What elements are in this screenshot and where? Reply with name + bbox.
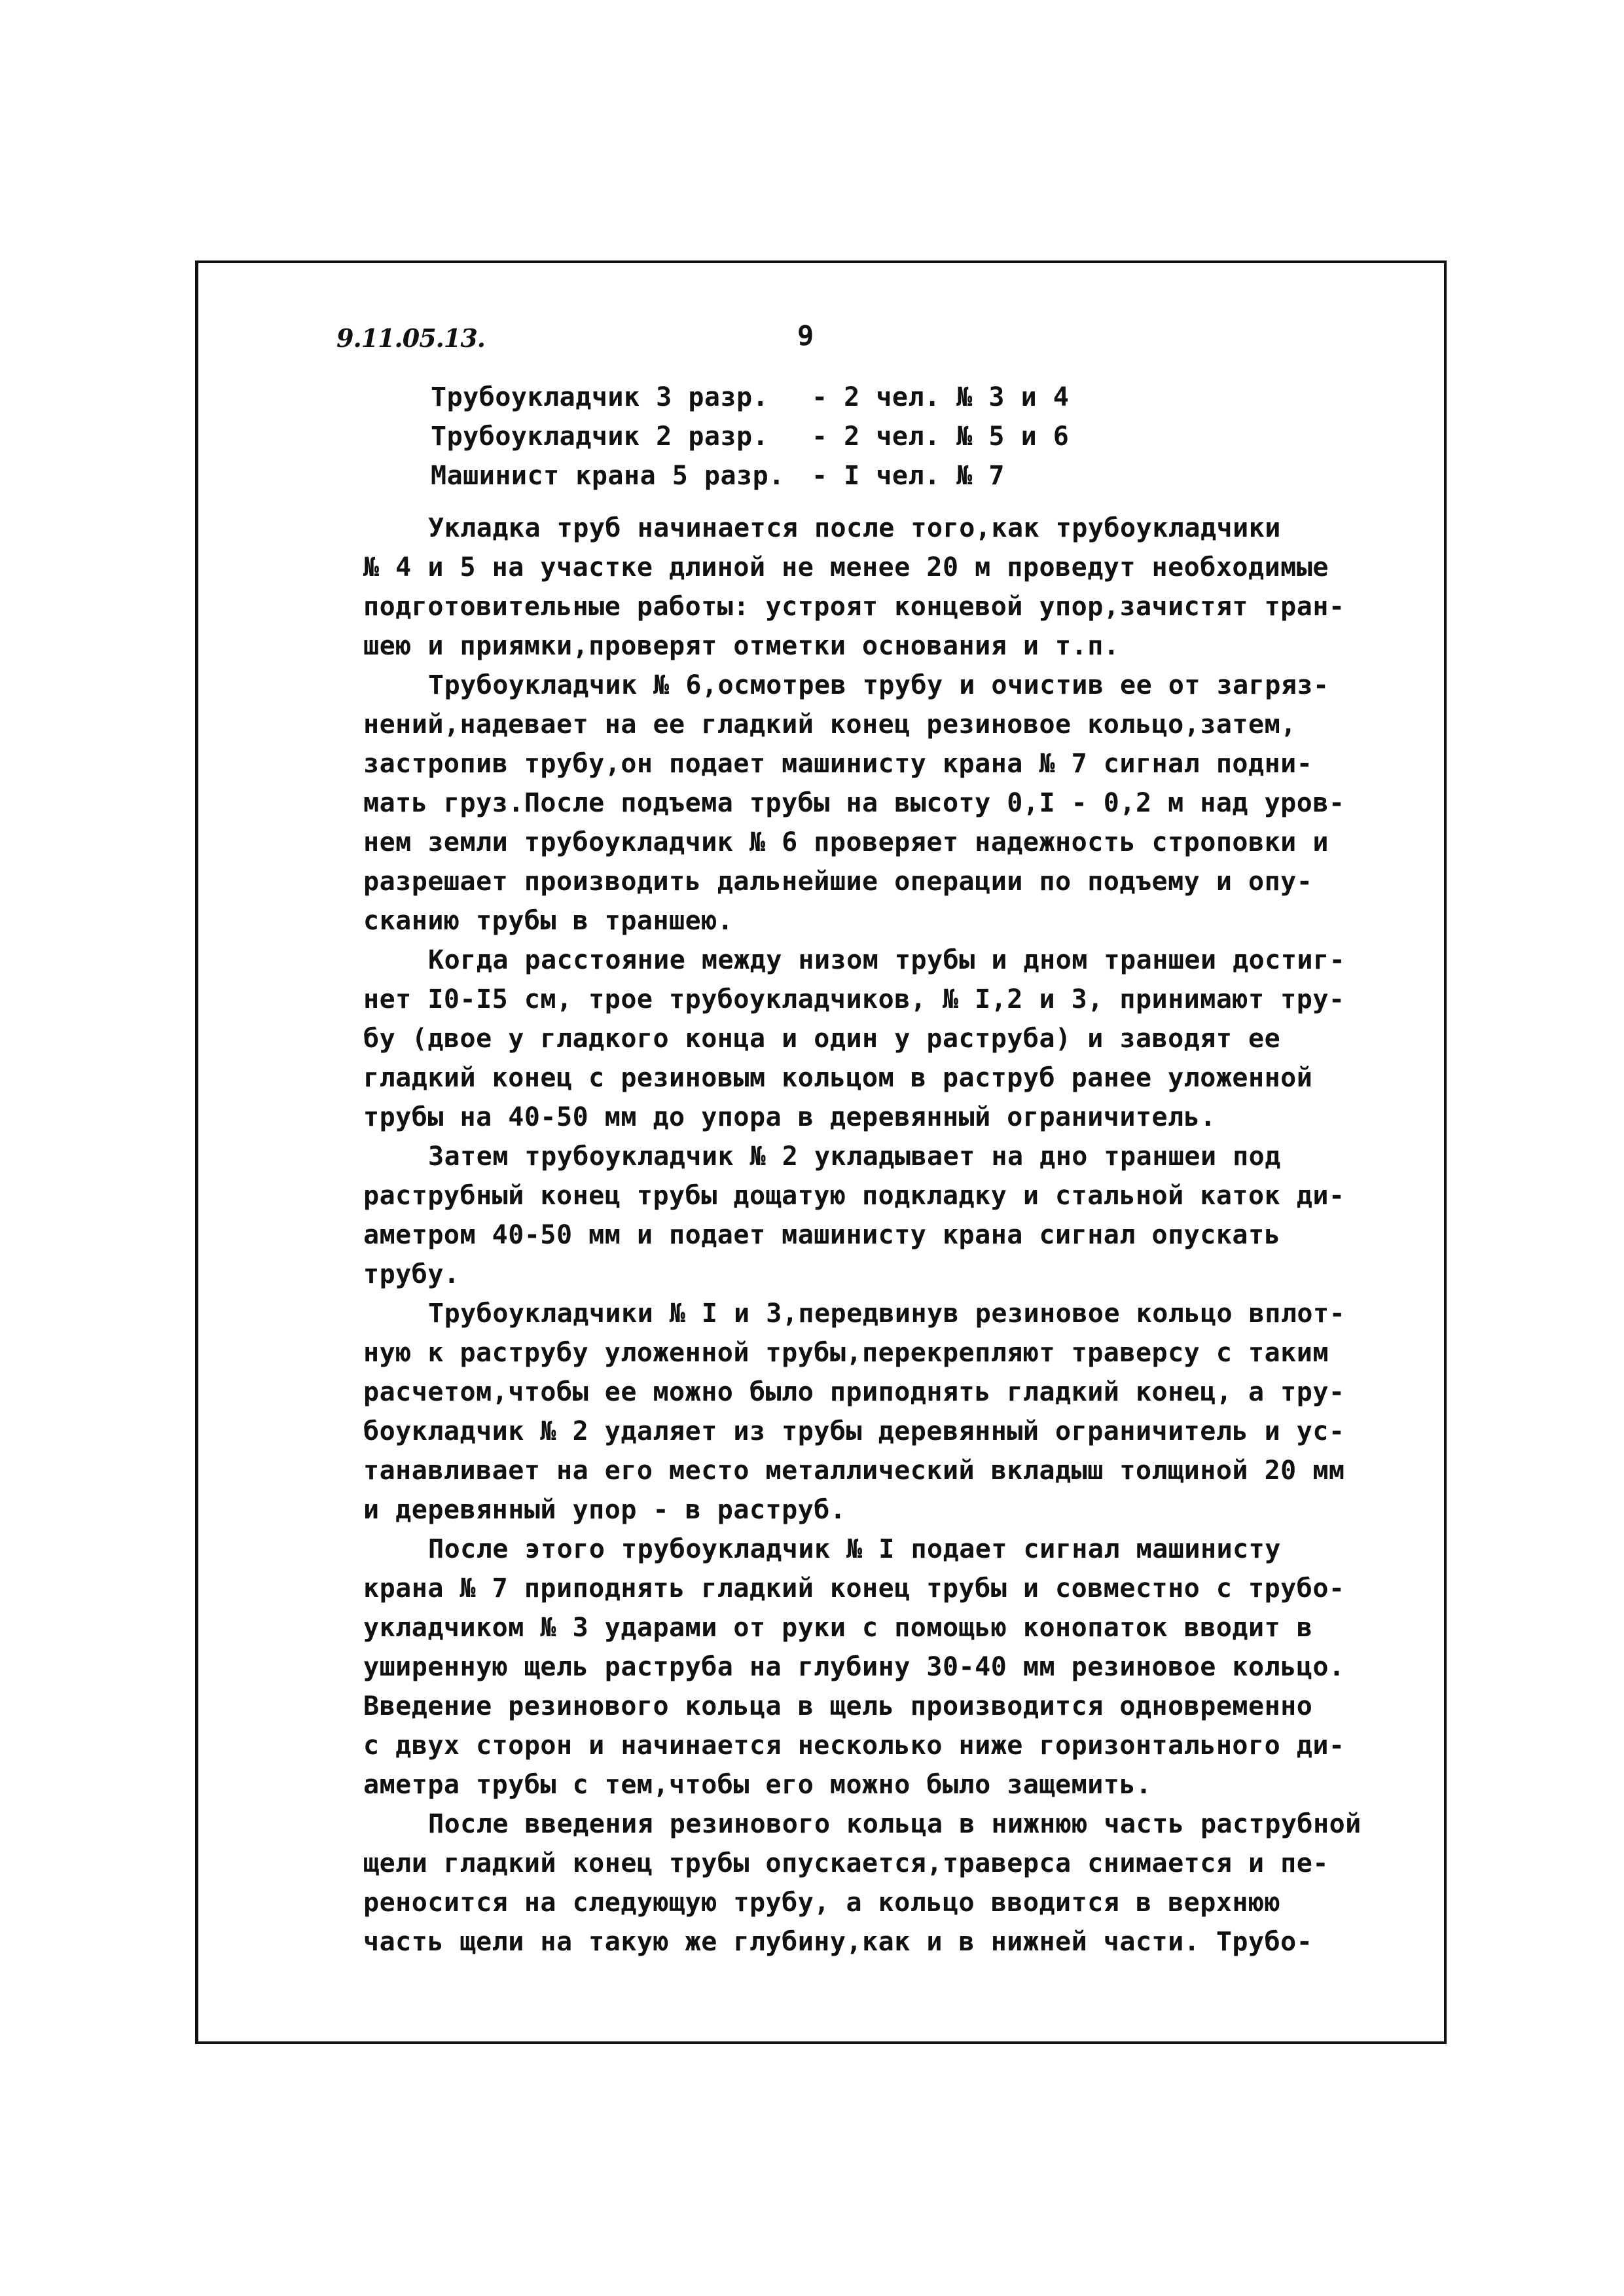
text-line: разрешает производить дальнейшие операции по подъему и опу- xyxy=(363,867,1313,897)
text-line: мать груз.После подъема трубы на высоту 0,I - 0,2 м над уров- xyxy=(363,788,1345,818)
page-number: 9 xyxy=(797,319,814,351)
text-line: нем земли трубоукладчик № 6 проверяет надежность строповки и xyxy=(363,827,1329,857)
text-line: Введение резинового кольца в щель производится одновременно xyxy=(363,1691,1313,1721)
text-line: щели гладкий конец трубы опускается,траверса снимается и пе- xyxy=(363,1848,1329,1878)
text-line: трубы на 40-50 мм до упора в деревянный ограничитель. xyxy=(363,1102,1216,1132)
text-line: нений,надевает на ее гладкий конец резиновое кольцо,затем, xyxy=(363,709,1297,740)
text-line: реносится на следующую трубу, а кольцо вводится в верхнюю xyxy=(363,1888,1281,1918)
text-line: бу (двое у гладкого конца и один у раструба) и заводят ее xyxy=(363,1024,1281,1054)
text-line: танавливает на его место металлический вкладыш толщиной 20 мм xyxy=(363,1456,1345,1486)
text-line: шею и приямки,проверят отметки основания и т.п. xyxy=(363,631,1120,661)
text-line: Когда расстояние между низом трубы и дном траншеи достиг- xyxy=(428,945,1346,975)
text-line: крана № 7 приподнять гладкий конец трубы и совместно с трубо- xyxy=(363,1573,1345,1604)
text-line: подготовительные работы: устроят концевой упор,зачистят тран- xyxy=(363,592,1345,622)
text-line: ную к раструбу уложенной трубы,перекрепляют траверсу с таким xyxy=(363,1338,1329,1368)
text-line: Трубоукладчики № I и 3,передвинув резиновое кольцо вплот- xyxy=(428,1299,1346,1329)
crew-role-name: Машинист крана 5 разр. xyxy=(431,461,785,491)
text-line: уширенную щель раструба на глубину 30-40 мм резиновое кольцо. xyxy=(363,1652,1345,1682)
text-line: № 4 и 5 на участке длиной не менее 20 м проведут необходимые xyxy=(363,552,1329,583)
crew-role-name: Трубоукладчик 2 разр. xyxy=(431,422,769,452)
text-line: аметра трубы с тем,чтобы его можно было защемить. xyxy=(363,1770,1152,1800)
text-line: укладчиком № 3 ударами от руки с помощью конопаток вводит в xyxy=(363,1613,1313,1643)
text-line: сканию трубы в траншею. xyxy=(363,906,734,936)
text-line: боукладчик № 2 удаляет из трубы деревянный ограничитель и ус- xyxy=(363,1416,1345,1446)
text-line: трубу. xyxy=(363,1259,460,1289)
document-code: 9.11.05.13. xyxy=(336,323,486,353)
text-line: расчетом,чтобы ее можно было приподнять гладкий конец, а тру- xyxy=(363,1377,1345,1407)
crew-role-name: Трубоукладчик 3 разр. xyxy=(431,382,769,412)
text-line: После введения резинового кольца в нижнюю часть раструбной xyxy=(428,1809,1362,1839)
text-line: аметром 40-50 мм и подает машинисту крана сигнал опускать xyxy=(363,1220,1281,1250)
text-line: Трубоукладчик № 6,осмотрев трубу и очистив ее от загряз- xyxy=(428,670,1329,700)
text-line: и деревянный упор - в раструб. xyxy=(363,1495,846,1525)
text-line: После этого трубоукладчик № I подает сигнал машинисту xyxy=(428,1534,1281,1564)
text-line: застропив трубу,он подает машинисту крана № 7 сигнал подни- xyxy=(363,749,1313,779)
crew-role-count: - 2 чел. № 3 и 4 xyxy=(812,382,1070,412)
text-line: часть щели на такую же глубину,как и в нижней части. Трубо- xyxy=(363,1927,1313,1957)
text-line: гладкий конец с резиновым кольцом в раструб ранее уложенной xyxy=(363,1063,1313,1093)
crew-role-count: - I чел. № 7 xyxy=(812,461,1005,491)
text-line: раструбный конец трубы дощатую подкладку и стальной каток ди- xyxy=(363,1181,1345,1211)
text-line: с двух сторон и начинается несколько ниже горизонтального ди- xyxy=(363,1731,1345,1761)
text-line: Укладка труб начинается после того,как трубоукладчики xyxy=(428,513,1281,543)
crew-role-count: - 2 чел. № 5 и 6 xyxy=(812,422,1070,452)
text-line: Затем трубоукладчик № 2 укладывает на дно траншеи под xyxy=(428,1141,1281,1172)
text-line: нет I0-I5 см, трое трубоукладчиков, № I,2 и 3, принимают тру- xyxy=(363,984,1345,1014)
